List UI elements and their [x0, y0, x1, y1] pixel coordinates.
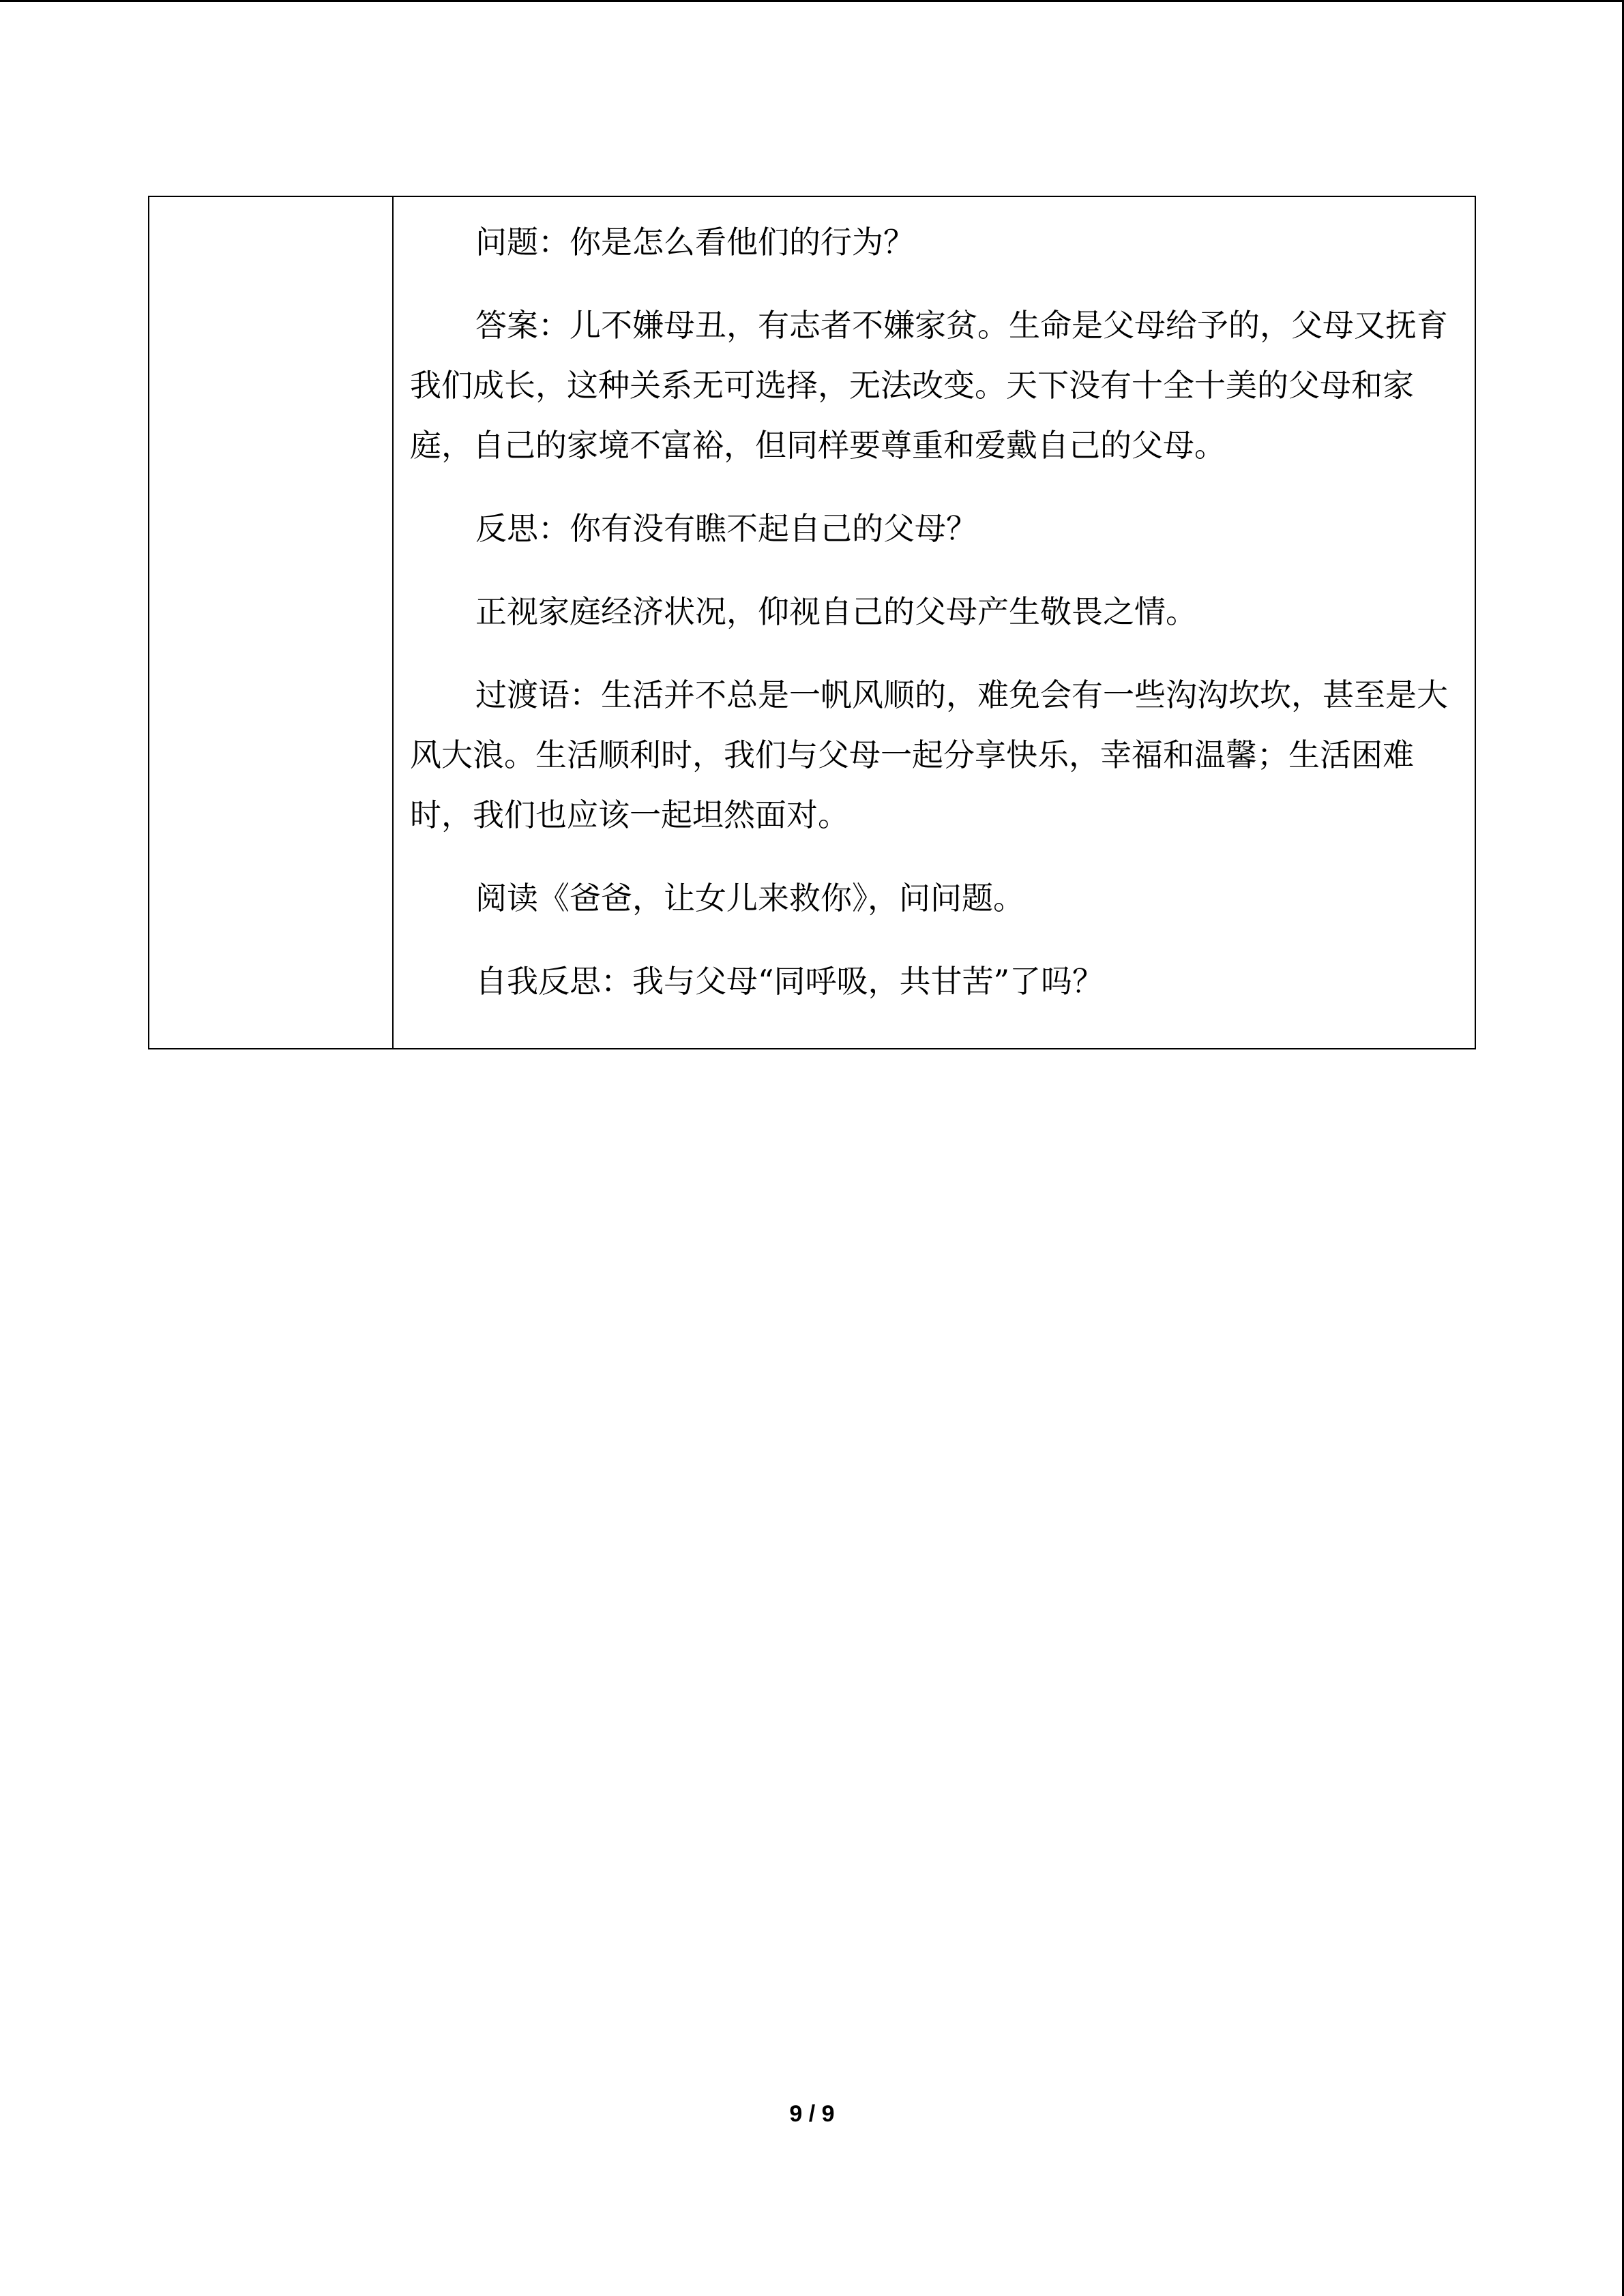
paragraph-transition: 过渡语：生活并不总是一帆风顺的，难免会有一些沟沟坎坎，甚至是大风大浪。生活顺利时，我们与父母一起分享快乐，幸福和温馨；生活困难时，我们也应该一起坦然面对。	[410, 676, 1448, 833]
paragraph-answer: 答案：儿不嫌母丑，有志者不嫌家贫。生命是父母给予的，父母又抚育我们成长，这种关系无可选择，无法改变。天下没有十全十美的父母和家庭，自己的家境不富裕，但同样要尊重和爱戴自己的父母。	[410, 307, 1448, 464]
page-number: 9 / 9	[789, 2101, 835, 2127]
page-top-border	[0, 0, 1624, 2]
lesson-table	[148, 196, 1476, 1049]
paragraph-reading: 阅读《爸爸，让女儿来救你》，问问题。	[475, 880, 1024, 916]
paragraph-question: 问题：你是怎么看他们的行为？	[475, 224, 915, 260]
paragraph-face-family: 正视家庭经济状况，仰视自己的父母产生敬畏之情。	[475, 593, 1197, 630]
table-right-cell	[394, 197, 1475, 1048]
table-left-cell	[149, 197, 394, 1048]
paragraph-self-reflection: 自我反思：我与父母“同呼吸，共甘苦”了吗？	[475, 963, 1104, 1000]
paragraph-reflection: 反思：你有没有瞧不起自己的父母？	[475, 510, 977, 547]
